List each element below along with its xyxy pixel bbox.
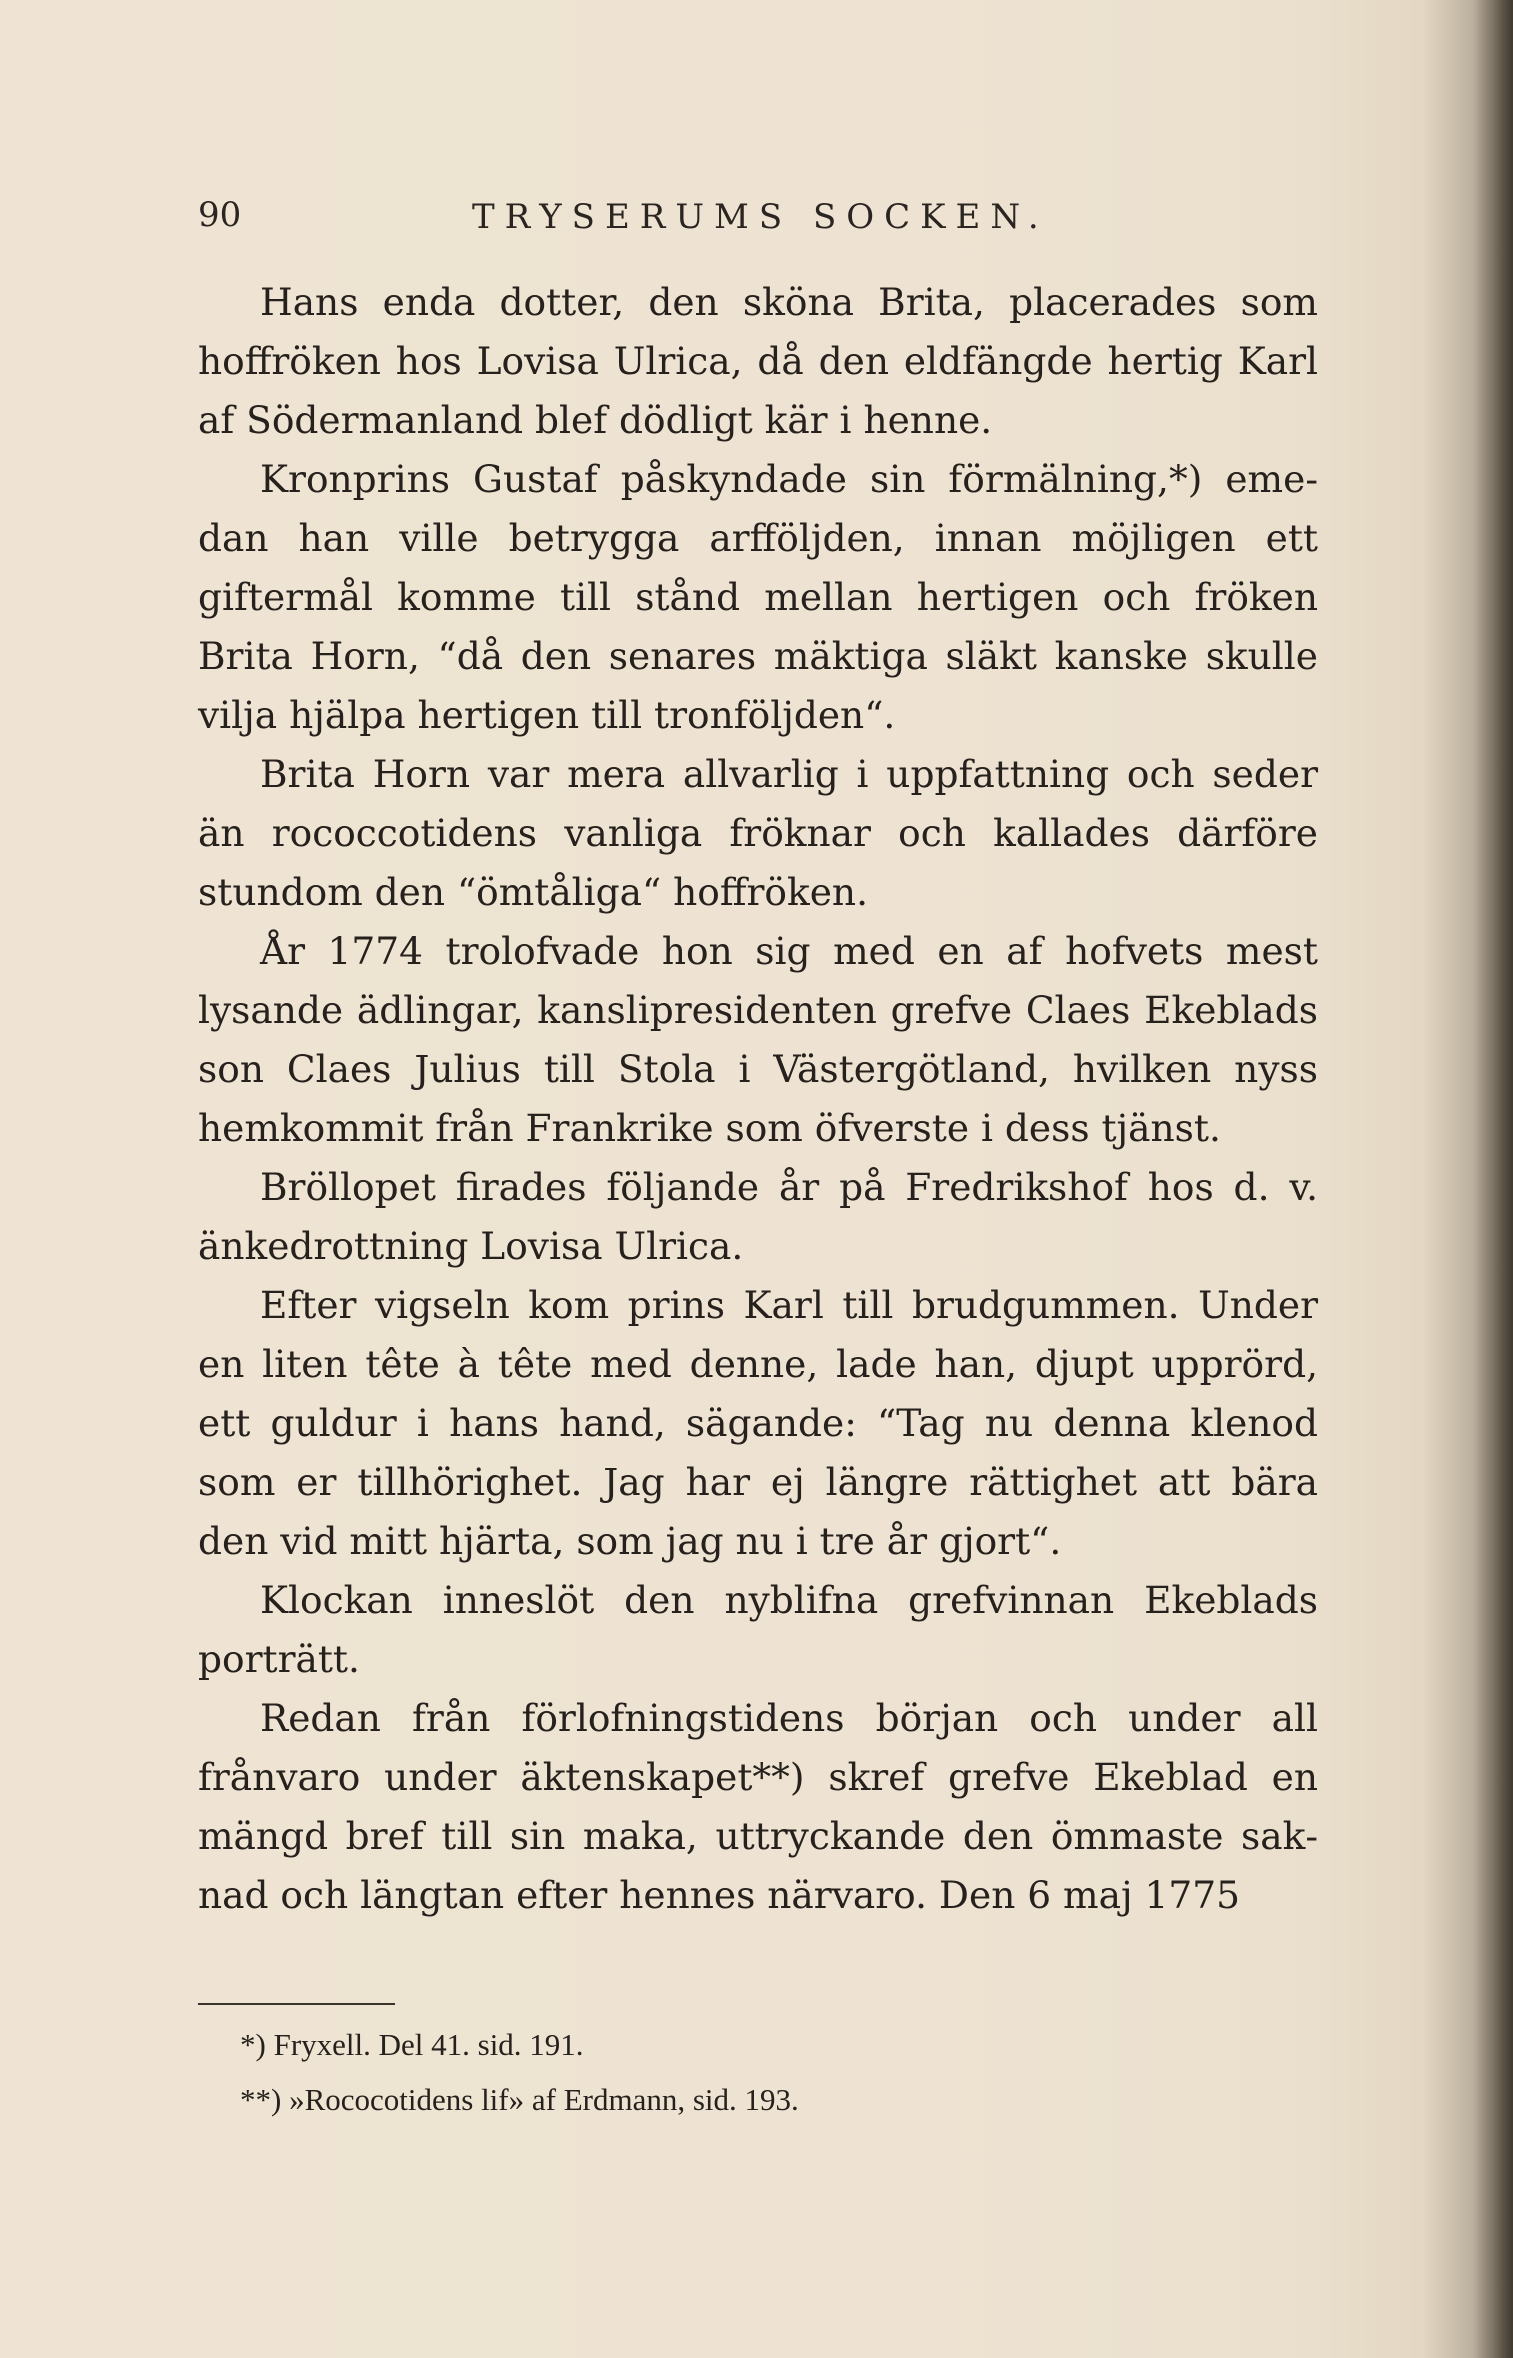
footnotes (240, 2017, 1240, 2127)
paragraph: Brita Horn var mera allvarlig i uppfattning och seder än rococcotidens vanliga fröknar och kallades därföre stundom den “ömtåliga“ hoffröken. (198, 752, 1318, 914)
footnote-rule (198, 2003, 395, 2005)
running-head (0, 195, 1513, 245)
paragraph: Kronprins Gustaf påskyndade sin förmälning,*) emedan han ville betrygga arfföljden, innan möjligen ett giftermål komme till stånd mellan hertigen och fröken Brita Horn, “då den senares mäktiga släkt kanske skulle vilja hjälpa hertigen till tronföljden“. (198, 457, 1318, 737)
paragraph: Bröllopet firades följande år på Fredrikshof hos d. v. änkedrottning Lovisa Ulrica. (198, 1165, 1318, 1268)
body-text (198, 273, 1318, 1925)
paragraph: Efter vigseln kom prins Karl till brudgummen. Under en liten tête à tête med denne, lade han, djupt upprörd, ett guldur i hans hand, sägande: “Tag nu denna klenod som er tillhörighet. Jag har ej längre rättighet att bära den vid mitt hjärta, som jag nu i tre år gjort“. (198, 1283, 1318, 1563)
paragraph: Redan från förlofningstidens början och under all frånvaro under äktenskapet**) skref grefve Ekeblad en mängd bref till sin maka, uttryckande den ömmaste saknad och längtan efter hennes närvaro. Den 6 maj 1775 (198, 1696, 1318, 1917)
paragraph: Klockan inneslöt den nyblifna grefvinnan Ekeblads porträtt. (198, 1578, 1318, 1681)
page-number: 90 (198, 195, 242, 235)
paragraph: År 1774 trolofvade hon sig med en af hofvets mest lysande ädlingar, kanslipresidenten grefve Claes Ekeblads son Claes Julius till Stola i Västergötland, hvilken nyss hemkommit från Frankrike som öfverste i dess tjänst. (198, 929, 1318, 1150)
footnote: **) »Rococotidens lif» af Erdmann, sid. 193. (240, 2082, 799, 2117)
footnote: *) Fryxell. Del 41. sid. 191. (240, 2027, 584, 2062)
binding-shadow (1473, 0, 1513, 2358)
paragraph: Hans enda dotter, den sköna Brita, placerades som hoffröken hos Lovisa Ulrica, då den eldfängde hertig Karl af Södermanland blef dödligt kär i henne. (198, 280, 1318, 442)
running-title: TRYSERUMS SOCKEN. (472, 197, 1049, 237)
